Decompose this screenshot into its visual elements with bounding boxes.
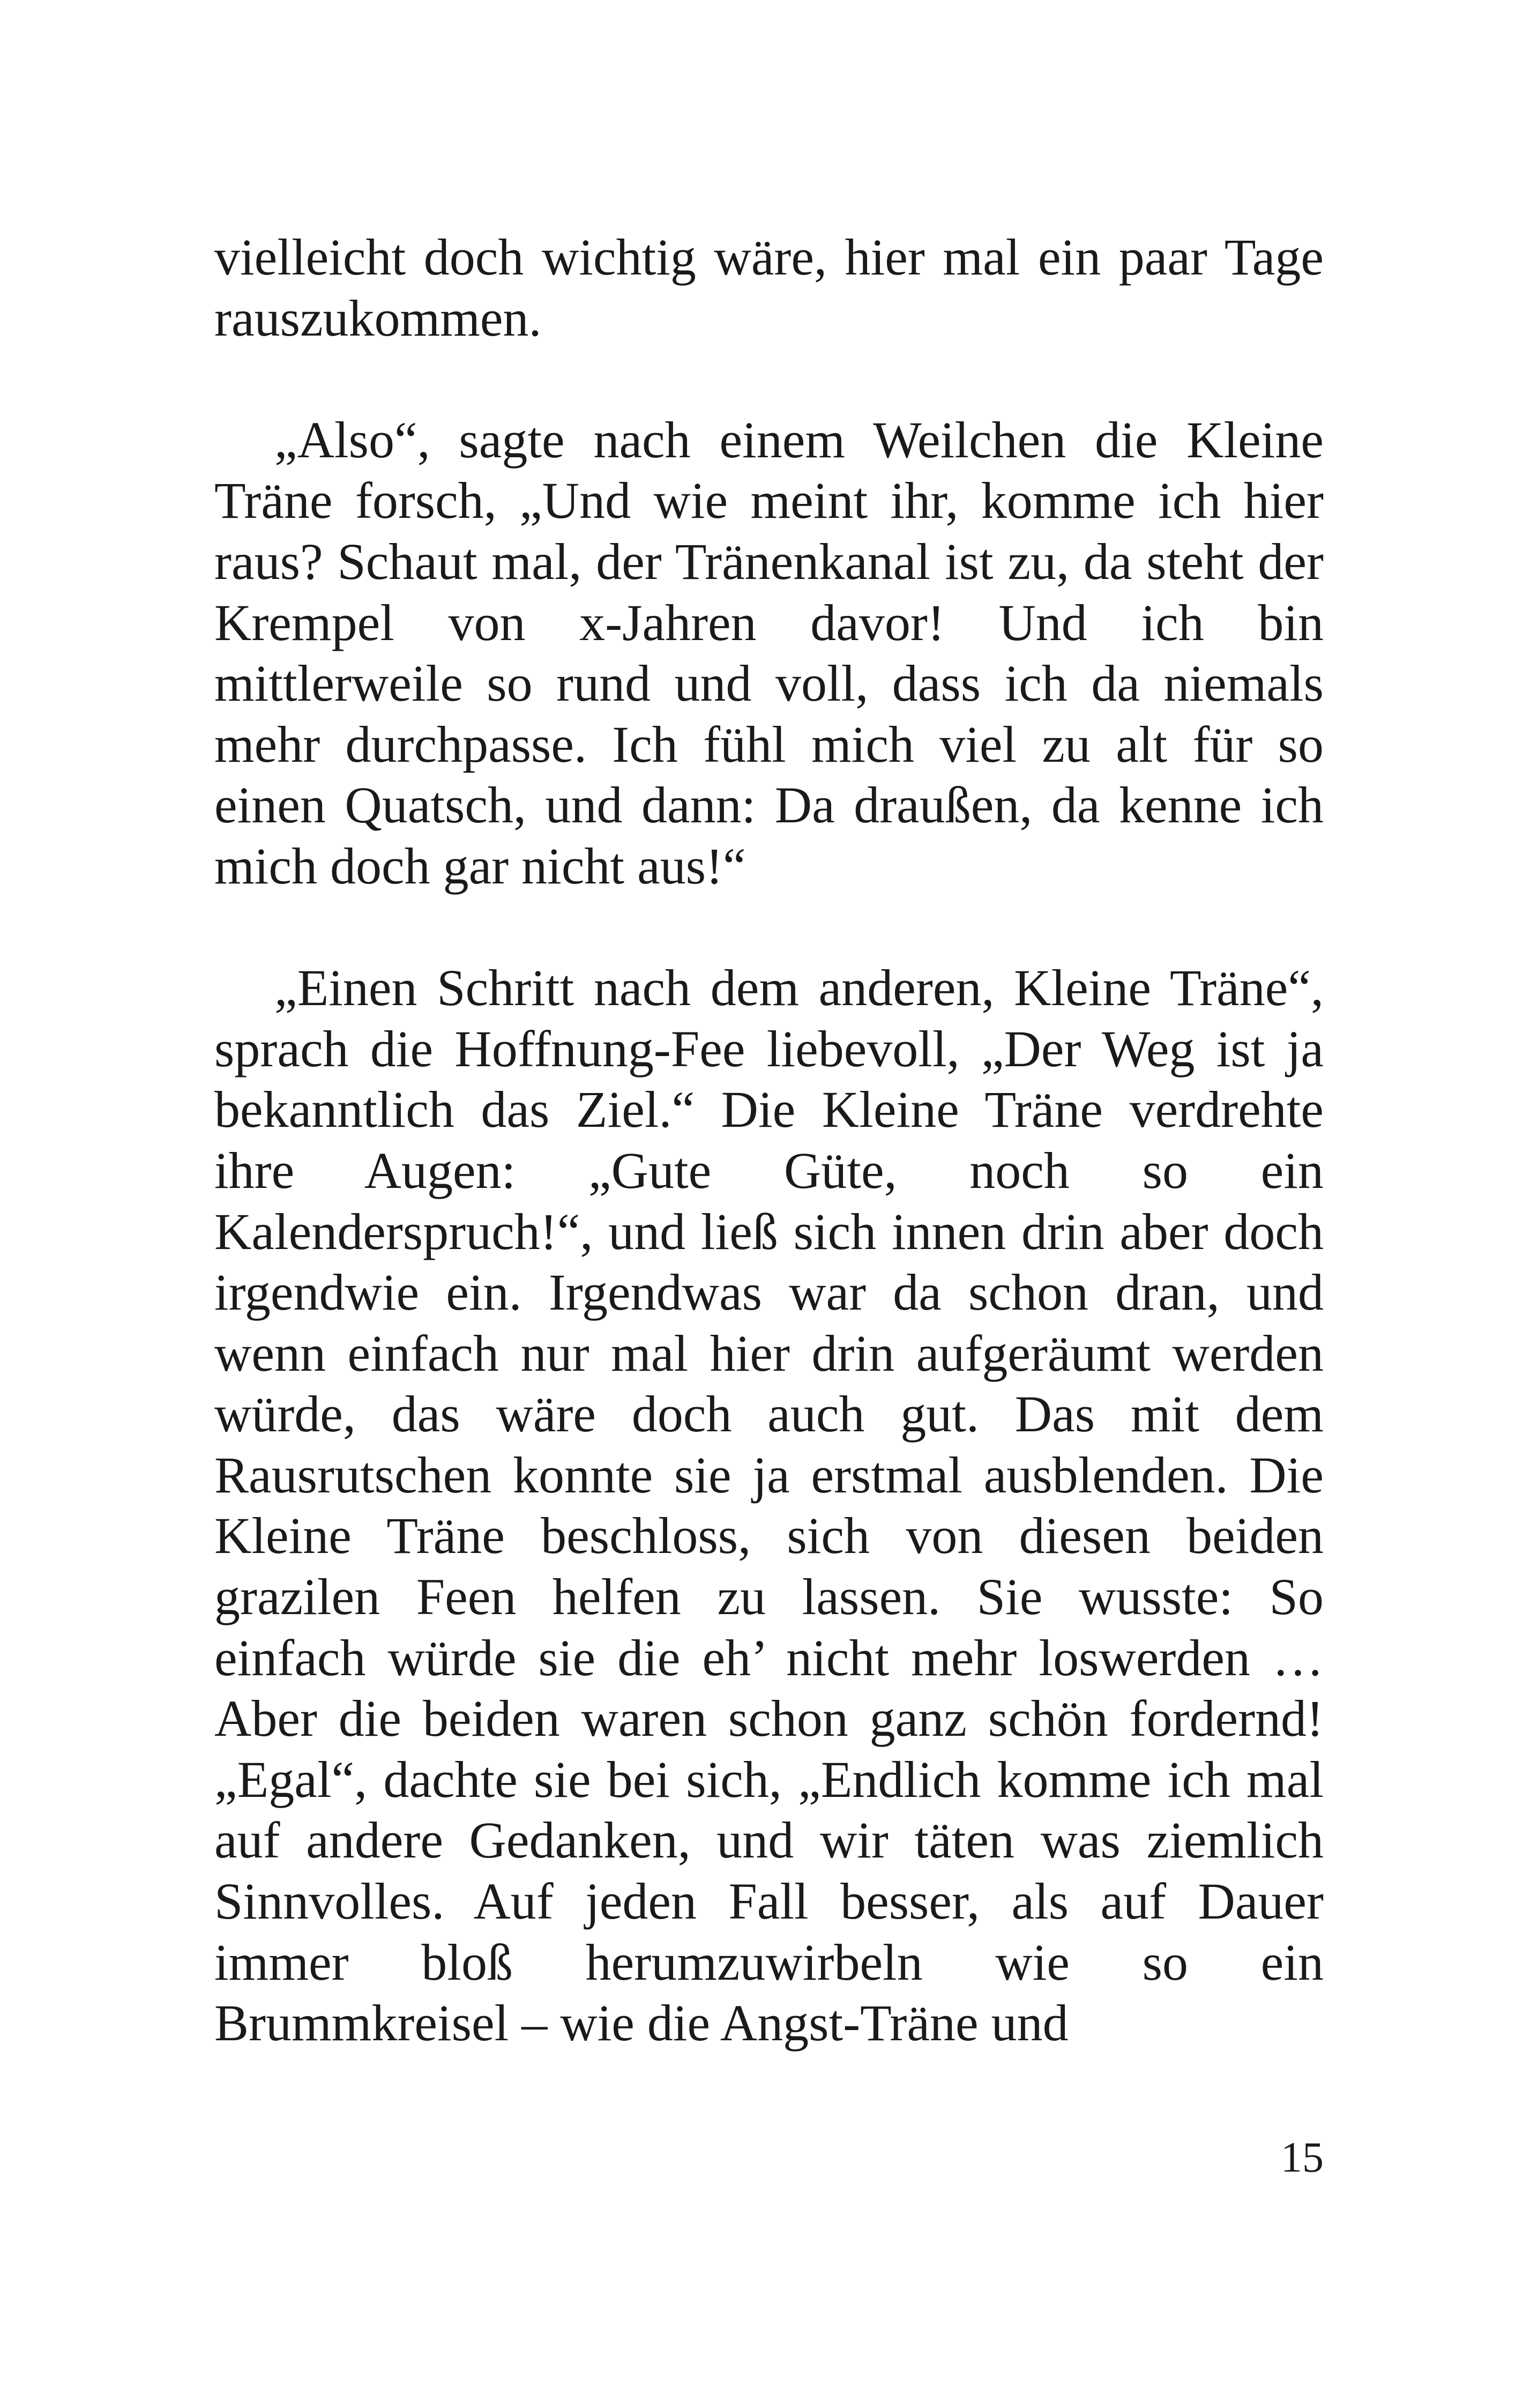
- paragraph-2: „Also“, sagte nach einem Weilchen die Kleine Träne forsch, „Und wie meint ihr, komme ich hier raus? Schaut mal, der Tränenkanal ist zu, da steht der Krempel von x-Jahren davor! Und ich bin mittlerweile so rund und voll, dass ich da niemals mehr durchpasse. Ich fühl mich viel zu alt für so einen Quatsch, und dann: Da draußen, da kenne ich mich doch gar nicht aus!“: [214, 411, 1324, 895]
- paragraph-1: vielleicht doch wichtig wäre, hier mal ein paar Tage rauszukommen.: [214, 228, 1324, 347]
- page-number: 15: [1281, 2134, 1324, 2181]
- paragraph-3: „Einen Schritt nach dem anderen, Kleine Träne“, sprach die Hoffnung-Fee liebevoll, „Der Weg ist ja bekanntlich das Ziel.“ Die Kleine Träne verdrehte ihre Augen: „Gute Güte, noch so ein Kalenderspruch!“, und ließ sich innen drin aber doch irgendwie ein. Irgendwas war da schon dran, und wenn einfach nur mal hier drin aufgeräumt werden würde, das wäre doch auch gut. Das mit dem Rausrutschen konnte sie ja erstmal ausblenden. Die Kleine Träne beschloss, sich von diesen beiden grazilen Feen helfen zu lassen. Sie wusste: So einfach würde sie die eh’ nicht mehr loswerden … Aber die beiden waren schon ganz schön fordernd! „Egal“, dachte sie bei sich, „Endlich komme ich mal auf andere Gedanken, und wir täten was ziemlich Sinnvolles. Auf jeden Fall besser, als auf Dauer immer bloß herumzuwirbeln wie so ein Brummkreisel – wie die Angst-Träne und: [214, 959, 1324, 2052]
- body-text: [214, 227, 1324, 2054]
